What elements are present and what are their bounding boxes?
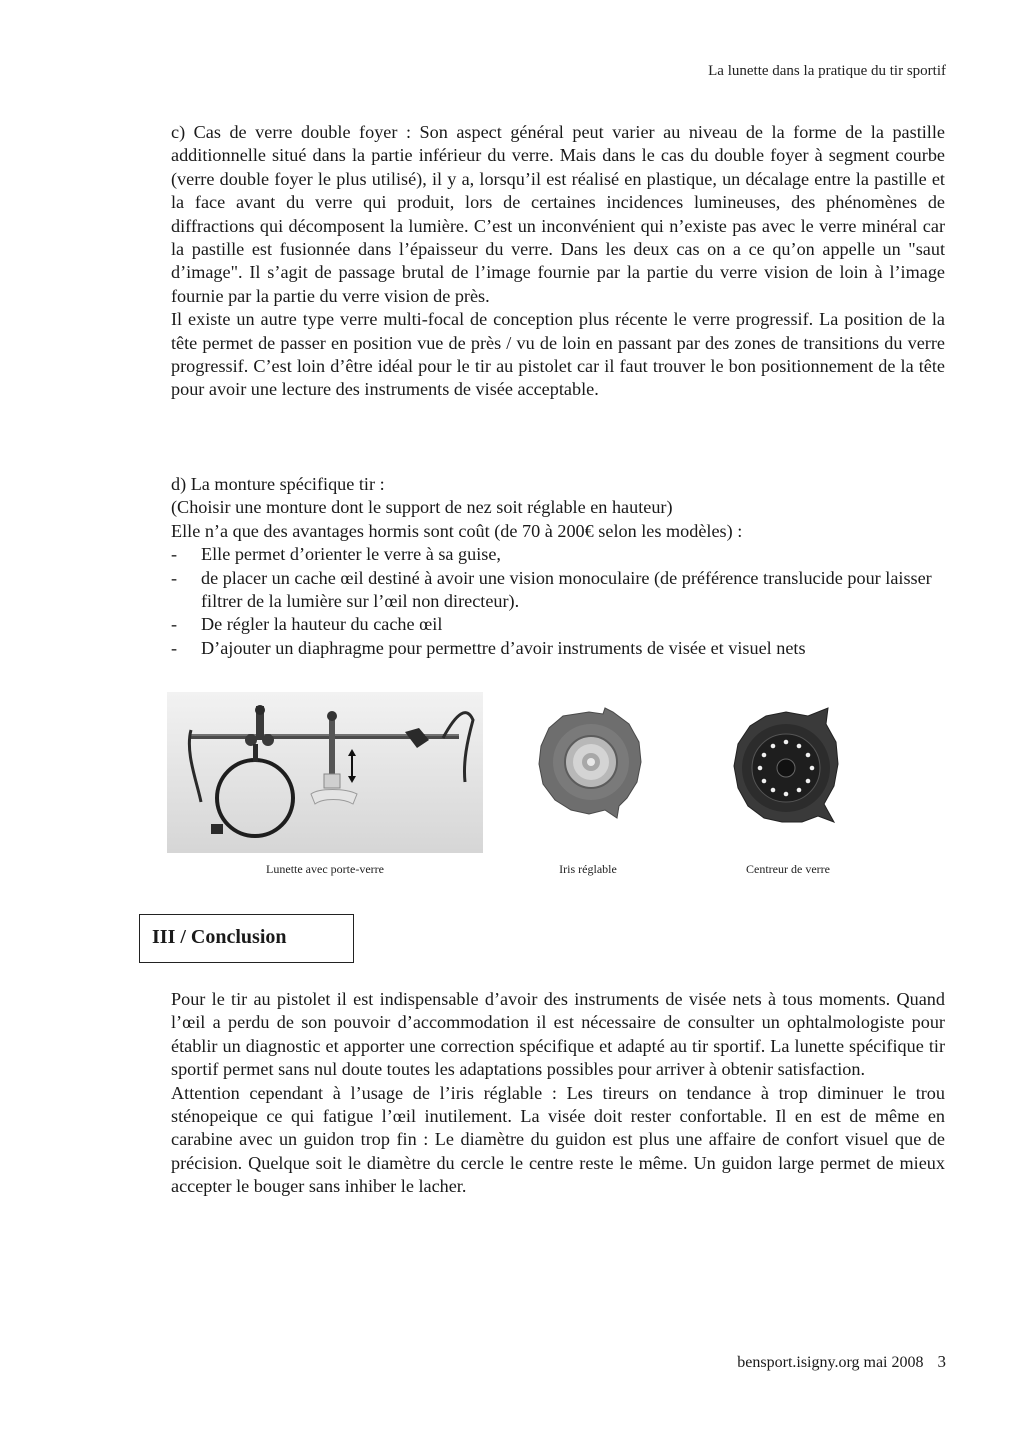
- section-d-intro: Elle n’a que des avantages hormis sont coût (de 70 à 200€ selon les modèles) :: [171, 520, 743, 541]
- list-item-text: D’ajouter un diaphragme pour permettre d’avoir instruments de visée et visuel nets: [201, 637, 806, 658]
- list-item-text: de placer un cache œil destiné à avoir une vision monoculaire (de préférence translucide pour laisser filtrer de la lumière sur l’œil non directeur).: [201, 567, 932, 612]
- section-c-paragraph-1: c) Cas de verre double foyer : Son aspect général peut varier au niveau de la forme de la pastille additionnelle situé dans la partie inférieur du verre. Mais dans le cas du double foyer à segment courbe (verre double foyer le plus utilisé), il y a, lorsqu’il est réalisé en plastique, un décalage entre la pastille et la face avant du verre qui produit, lors de certaines incidences lumineuses, des phénomènes de diffractions qui décomposent la lumière. C’est un inconvénient qui n’existe pas avec le verre minéral car la pastille est fusionnée dans l’épaisseur du verre. Dans les deux cas on a ce qu’on appelle un "saut d’image". Il s’agit de passage brutal de l’image fournie par la partie du verre vision de loin à l’image fournie par la partie du verre vision de près.: [171, 122, 945, 306]
- figure-adjustable-iris: [533, 706, 645, 824]
- figure-3-caption: Centreur de verre: [746, 862, 830, 876]
- bullet-marker: -: [171, 614, 178, 635]
- conclusion-heading-box: [139, 914, 354, 963]
- page-footer: [737, 1352, 946, 1372]
- bullet-marker: -: [171, 567, 178, 588]
- lens-centering-device-photo: [730, 706, 842, 830]
- list-item: [171, 543, 945, 566]
- figure-lens-centering-device: [730, 706, 842, 830]
- bullet-marker: -: [171, 637, 178, 658]
- running-header: La lunette dans la pratique du tir sportif: [708, 63, 946, 79]
- section-d-bullet-list: [171, 543, 945, 660]
- footer-source: bensport.isigny.org mai 2008: [737, 1354, 924, 1371]
- conclusion-paragraph-1: Pour le tir au pistolet il est indispensable d’avoir des instruments de visée nets à tous moments. Quand l’œil a perdu de son pouvoir d’accommodation il est nécessaire de consulter un ophtalmologiste pour établir un diagnostic et apporter une correction spécifique et adapté au tir sportif. La lunette spécifique tir sportif permet sans nul doute toutes les adaptations possibles pour arriver à obtenir satisfaction.: [171, 989, 945, 1080]
- section-d-heading: d) La monture spécifique tir :: [171, 474, 385, 494]
- section-c-paragraph-2: Il existe un autre type verre multi-focal de conception plus récente le verre progressif. La position de la tête permet de passer en position vue de près / vu de loin en passant par des zones de transitions du verre progressif. C’est loin d’être idéal pour le tir au pistolet car il faut trouver le bon positionnement de la tête pour avoir une lecture des instruments de visée acceptable.: [171, 309, 945, 400]
- conclusion-paragraph-2: Attention cependant à l’usage de l’iris réglable : Les tireurs on tendance à trop diminuer le trou sténopeique ce qui fatigue l’œil inutilement. La visée doit rester confortable. Il en est de même en carabine avec un guidon trop fin : Le diamètre du guidon est plus une affaire de confort visuel que de précision. Quelque soit le diamètre du cercle le centre reste le même. Un guidon large permet de mieux accepter le bouger sans inhiber le lacher.: [171, 1082, 945, 1197]
- section-d: [171, 473, 945, 660]
- bullet-marker: -: [171, 544, 178, 565]
- list-item: [171, 613, 945, 636]
- section-d-note: (Choisir une monture dont le support de nez soit réglable en hauteur): [171, 497, 673, 518]
- section-c: [171, 121, 945, 402]
- page-number: 3: [937, 1352, 946, 1371]
- shooting-glasses-frame-photo: [167, 692, 483, 853]
- list-item-text: Elle permet d’orienter le verre à sa guise,: [201, 544, 501, 565]
- conclusion-title: III / Conclusion: [152, 926, 287, 948]
- figure-shooting-glasses: [167, 692, 483, 853]
- figure-1-caption: Lunette avec porte-verre: [266, 862, 384, 876]
- list-item-text: De régler la hauteur du cache œil: [201, 614, 443, 635]
- adjustable-iris-photo: [533, 706, 645, 824]
- figure-2-caption: Iris réglable: [559, 862, 617, 876]
- list-item: [171, 567, 945, 614]
- conclusion-body: [171, 988, 945, 1199]
- list-item: [171, 637, 945, 660]
